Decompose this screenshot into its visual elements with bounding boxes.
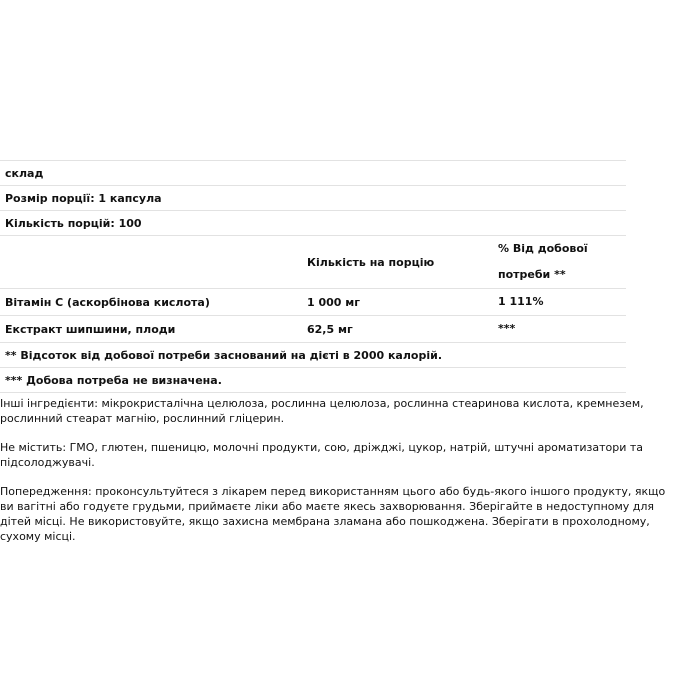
does-not-contain: Не містить: ГМО, глютен, пшеницю, молочні продукти, сою, дріжджі, цукор, натрій, штучні ароматизатори та підсолоджувачі.: [0, 441, 644, 469]
footnote-not-established: *** Добова потреба не визначена.: [0, 368, 626, 393]
product-notes: [0, 396, 672, 558]
ingredient-amount: 1 000 мг: [302, 289, 493, 316]
table-row: [0, 289, 626, 316]
header-daily-value: % Від добової потреби **: [493, 236, 626, 289]
ingredient-daily-value: ***: [493, 316, 626, 343]
servings-per-container: Кількість порцій: 100: [0, 211, 626, 236]
footnote-daily-value: ** Відсоток від добової потреби заснований на дієті в 2000 калорій.: [0, 343, 626, 368]
table-row: [0, 316, 626, 343]
ingredient-name: Екстракт шипшини, плоди: [0, 316, 302, 343]
ingredient-name: Вітамін C (аскорбінова кислота): [0, 289, 302, 316]
facts-header-row: [0, 236, 626, 289]
ingredient-amount: 62,5 мг: [302, 316, 493, 343]
header-empty-cell: [0, 236, 302, 289]
header-amount-per-serving: Кількість на порцію: [302, 236, 493, 289]
warning-text: Попередження: проконсультуйтеся з лікарем перед використанням цього або будь-якого іншого продукту, якщо ви вагітні або годуєте грудьми, приймаєте ліки або маєте якесь захворювання. Зберігайте в недоступному для дітей місці. Не використовуйте, якщо захисна мембрана зламана або пошкоджена. Зберігати в прохолодному, сухому місці.: [0, 485, 666, 543]
facts-title: склад: [0, 161, 626, 186]
other-ingredients: Інші інгредієнти: мікрокристалічна целюлоза, рослинна целюлоза, рослинна стеаринова кислота, кремнезем, рослинний стеарат магнію, рослинний гліцерин.: [0, 397, 644, 425]
serving-size: Розмір порції: 1 капсула: [0, 186, 626, 211]
supplement-facts-table: [0, 160, 626, 393]
ingredient-daily-value: 1 111%: [493, 289, 626, 316]
